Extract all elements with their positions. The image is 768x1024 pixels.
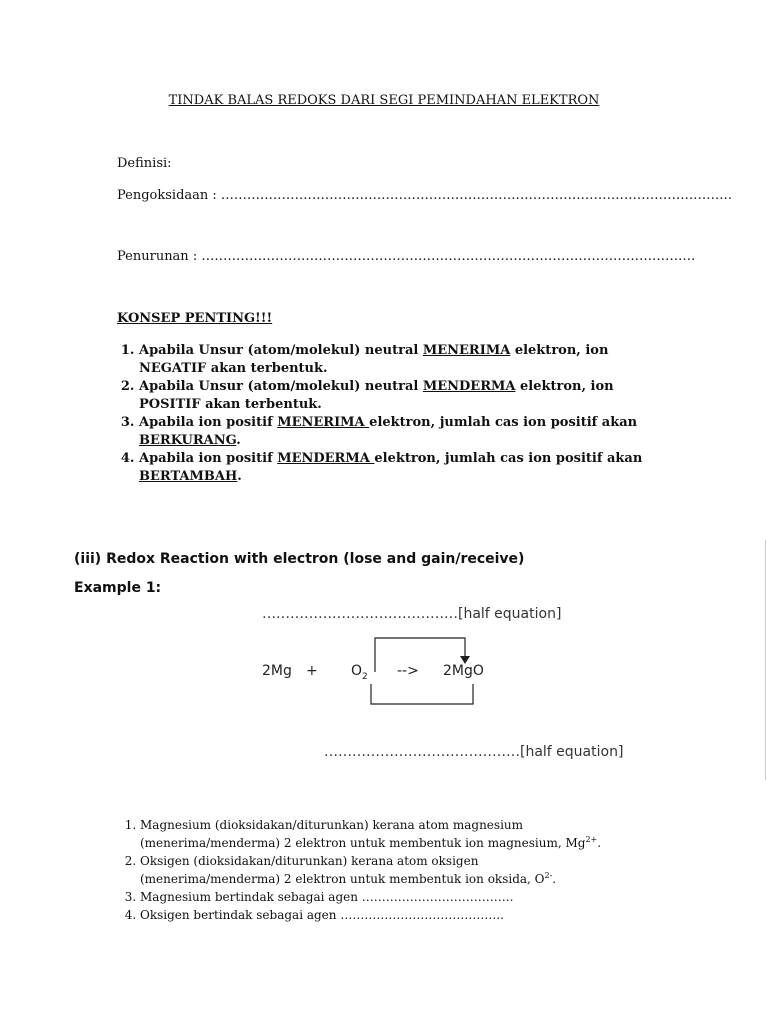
half-equation-top: ……………………………………[half equation] xyxy=(262,606,562,622)
question-item xyxy=(140,906,740,924)
equation-arrow: --> xyxy=(397,663,419,679)
concept-keyword: BERKURANG xyxy=(139,433,237,448)
question-text: Magnesium bertindak sebagai agen ……………………………….. xyxy=(140,890,514,904)
concept-text: Apabila ion positif xyxy=(139,415,278,430)
charge-superscript: 2+ xyxy=(585,835,598,844)
equation-reactant-mg: 2Mg xyxy=(262,663,292,679)
concept-text: elektron, jumlah cas ion positif akan xyxy=(369,415,638,430)
concept-text: elektron, ion xyxy=(515,379,614,394)
concept-list xyxy=(115,342,659,486)
pengoksidaan-line: Pengoksidaan : ………………………………………………………………………………………………………. xyxy=(117,188,733,203)
concept-text: Apabila Unsur (atom/molekul) neutral xyxy=(139,343,423,358)
concept-keyword: MENDERMA xyxy=(422,379,516,394)
charge-superscript: 2- xyxy=(544,871,553,880)
half-equation-bottom: ……………………………………[half equation] xyxy=(324,744,624,760)
equation-reactant-o2: $O_2$ xyxy=(351,663,368,682)
equation-product: 2MgO xyxy=(443,663,484,679)
question-text: . xyxy=(552,872,557,886)
concept-text: Apabila ion positif xyxy=(139,451,278,466)
question-item xyxy=(140,816,740,852)
concept-text: NEGATIF akan terbentuk. xyxy=(139,361,328,376)
question-text: Oksigen (dioksidakan/diturunkan) kerana atom oksigen xyxy=(140,854,479,868)
concept-item xyxy=(139,450,659,486)
equation-plus: + xyxy=(306,663,318,679)
section-heading: (iii) Redox Reaction with electron (lose and gain/receive) xyxy=(74,551,525,567)
page-title: TINDAK BALAS REDOKS DARI SEGI PEMINDAHAN ELEKTRON xyxy=(168,93,600,108)
scan-edge xyxy=(765,540,766,780)
concept-keyword: BERTAMBAH xyxy=(139,469,238,484)
definisi-label: Definisi: xyxy=(117,156,172,171)
question-item xyxy=(140,852,740,888)
question-list xyxy=(116,816,740,924)
concept-keyword: MENERIMA xyxy=(277,415,370,430)
question-text: . xyxy=(597,836,602,850)
question-item xyxy=(140,888,740,906)
concept-item xyxy=(139,414,659,450)
concept-item xyxy=(139,378,659,414)
concept-item xyxy=(139,342,659,378)
concept-keyword: MENERIMA xyxy=(422,343,511,358)
question-text: Magnesium (dioksidakan/diturunkan) kerana atom magnesium xyxy=(140,818,524,832)
concept-keyword: MENDERMA xyxy=(277,451,375,466)
question-text: (menerima/menderma) 2 elektron untuk membentuk ion magnesium, Mg xyxy=(140,836,586,850)
concept-text: . xyxy=(237,469,242,484)
example-label: Example 1: xyxy=(74,580,162,596)
question-text: (menerima/menderma) 2 elektron untuk membentuk ion oksida, O xyxy=(140,872,545,886)
concept-text: elektron, jumlah cas ion positif akan xyxy=(374,451,643,466)
lower-bracket xyxy=(371,684,473,704)
question-text: Oksigen bertindak sebagai agen ………………………………….. xyxy=(140,908,504,922)
concept-text: elektron, ion xyxy=(510,343,609,358)
concept-text: Apabila Unsur (atom/molekul) neutral xyxy=(139,379,423,394)
penurunan-line: Penurunan : …………………………………………………………………………………………………… xyxy=(117,249,696,264)
konsep-heading: KONSEP PENTING!!! xyxy=(117,311,273,326)
concept-text: POSITIF akan terbentuk. xyxy=(139,397,322,412)
concept-text: . xyxy=(236,433,241,448)
